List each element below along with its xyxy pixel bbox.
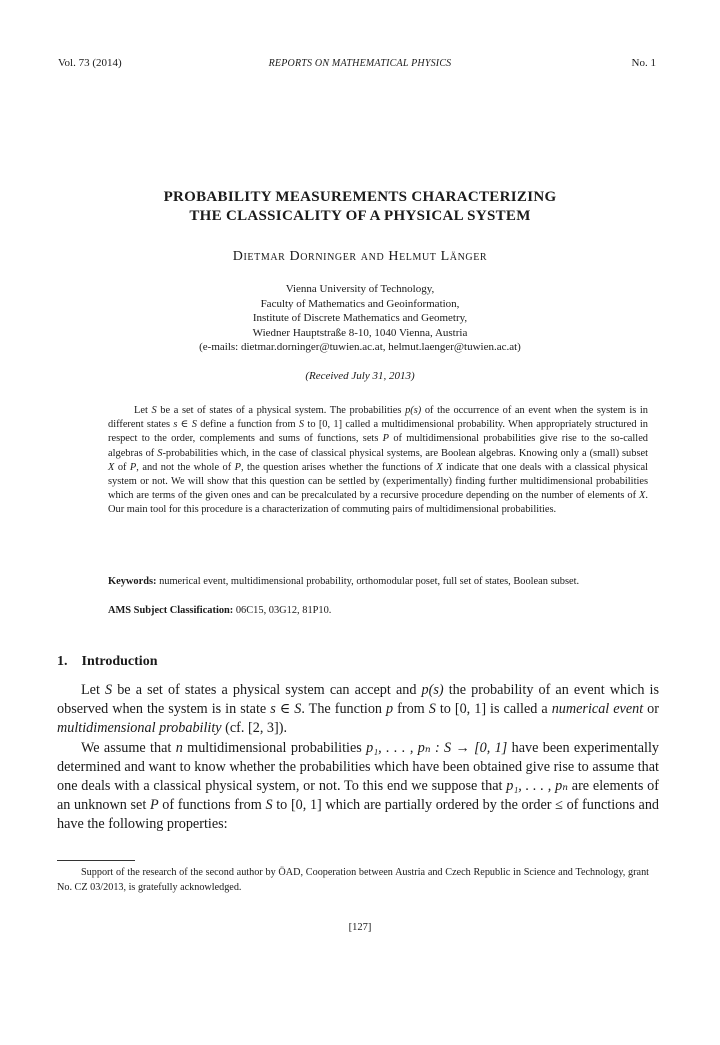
ams-classification bbox=[108, 604, 648, 618]
abstract-paragraph: Let S be a set of states of a physical system. The probabilities p(s) of the occurrence of an event when the system is in different states s ∈ S define a function from S to [0, 1] called a multidimensional probability. When appropriately structured in respect to the order, complements and sums of functions, sets P of multidimensional probabilities give rise to the so-called algebras of S-probabilities which, in the case of classical physical systems, are Boolean algebras. Knowing only a (small) subset X of P, and not the whole of P, the question arises whether the functions of X indicate that one deals with a classical physical system or not. We will show that this question can be settled by (experimentally) finding further multidimensional probabilities which are terms of the given ones and can be precalculated by a recursive procedure depending on the number of elements of X. Our main tool for this procedure is a characterization of commuting pairs of multidimensional probabilities. bbox=[108, 405, 648, 516]
volume-label: Vol. 73 (2014) bbox=[58, 57, 122, 69]
intro-paragraph-2: We assume that n multidimensional probabilities p₁, . . . , pₙ : S → [0, 1] have been experimentally determined and want to know whether the probabilities which have been obtained give rise to assume that one deals with a classical physical system, or not. To this end we suppose that p₁, . . . , pₙ are elements of an unknown set P of functions from S to [0, 1] which are partially ordered by the order ≤ of functions and have the following properties: bbox=[57, 739, 660, 833]
page-number: [127] bbox=[348, 922, 372, 933]
affiliation-line: Institute of Discrete Mathematics and Geometry, bbox=[252, 312, 468, 324]
keywords-label: Keywords: bbox=[108, 576, 157, 587]
footnote-rule bbox=[57, 860, 135, 861]
section-title: Introduction bbox=[81, 654, 158, 669]
ams-label: AMS Subject Classification: bbox=[108, 605, 234, 616]
title-line-1: PROBABILITY MEASUREMENTS CHARACTERIZING bbox=[163, 189, 557, 205]
keywords-text: numerical event, multidimensional probability, orthomodular poset, full set of states, Boolean subset. bbox=[156, 576, 580, 587]
affiliation-emails: (e-mails: dietmar.dorninger@tuwien.ac.at, helmut.laenger@tuwien.ac.at) bbox=[199, 341, 521, 353]
footnote-text: Support of the research of the second author by ÖAD, Cooperation between Austria and Czech Republic in Science and Technology, grant No. CZ 03/2013, is gratefully acknowledged. bbox=[57, 867, 649, 893]
authors: Dietmar Dorninger and Helmut Länger bbox=[232, 249, 488, 264]
title-line-2: THE CLASSICALITY OF A PHYSICAL SYSTEM bbox=[189, 208, 531, 224]
affiliation-line: Faculty of Mathematics and Geoinformation, bbox=[260, 297, 460, 310]
ams-codes: 06C15, 03G12, 81P10. bbox=[233, 605, 332, 616]
footnote bbox=[57, 866, 649, 895]
issue-number: No. 1 bbox=[631, 57, 656, 69]
received-date: (Received July 31, 2013) bbox=[305, 370, 415, 382]
affiliation bbox=[0, 282, 720, 355]
intro-paragraph-1: Let S be a set of states a physical system can accept and p(s) the probability of an event which is observed when the system is in state s ∈ S. The function p from S to [0, 1] is called a numerical event or multidimensional probability (cf. [2, 3]). bbox=[57, 682, 659, 737]
section-heading bbox=[57, 654, 157, 670]
introduction-body bbox=[57, 681, 659, 835]
paper-title bbox=[0, 188, 720, 226]
abstract bbox=[108, 404, 648, 518]
affiliation-line: Vienna University of Technology, bbox=[285, 283, 435, 295]
journal-name: REPORTS ON MATHEMATICAL PHYSICS bbox=[268, 58, 452, 69]
section-number: 1. bbox=[57, 654, 68, 669]
affiliation-line: Wiedner Hauptstraße 8-10, 1040 Vienna, Austria bbox=[252, 326, 468, 339]
running-head bbox=[0, 57, 720, 73]
keywords bbox=[108, 575, 648, 589]
